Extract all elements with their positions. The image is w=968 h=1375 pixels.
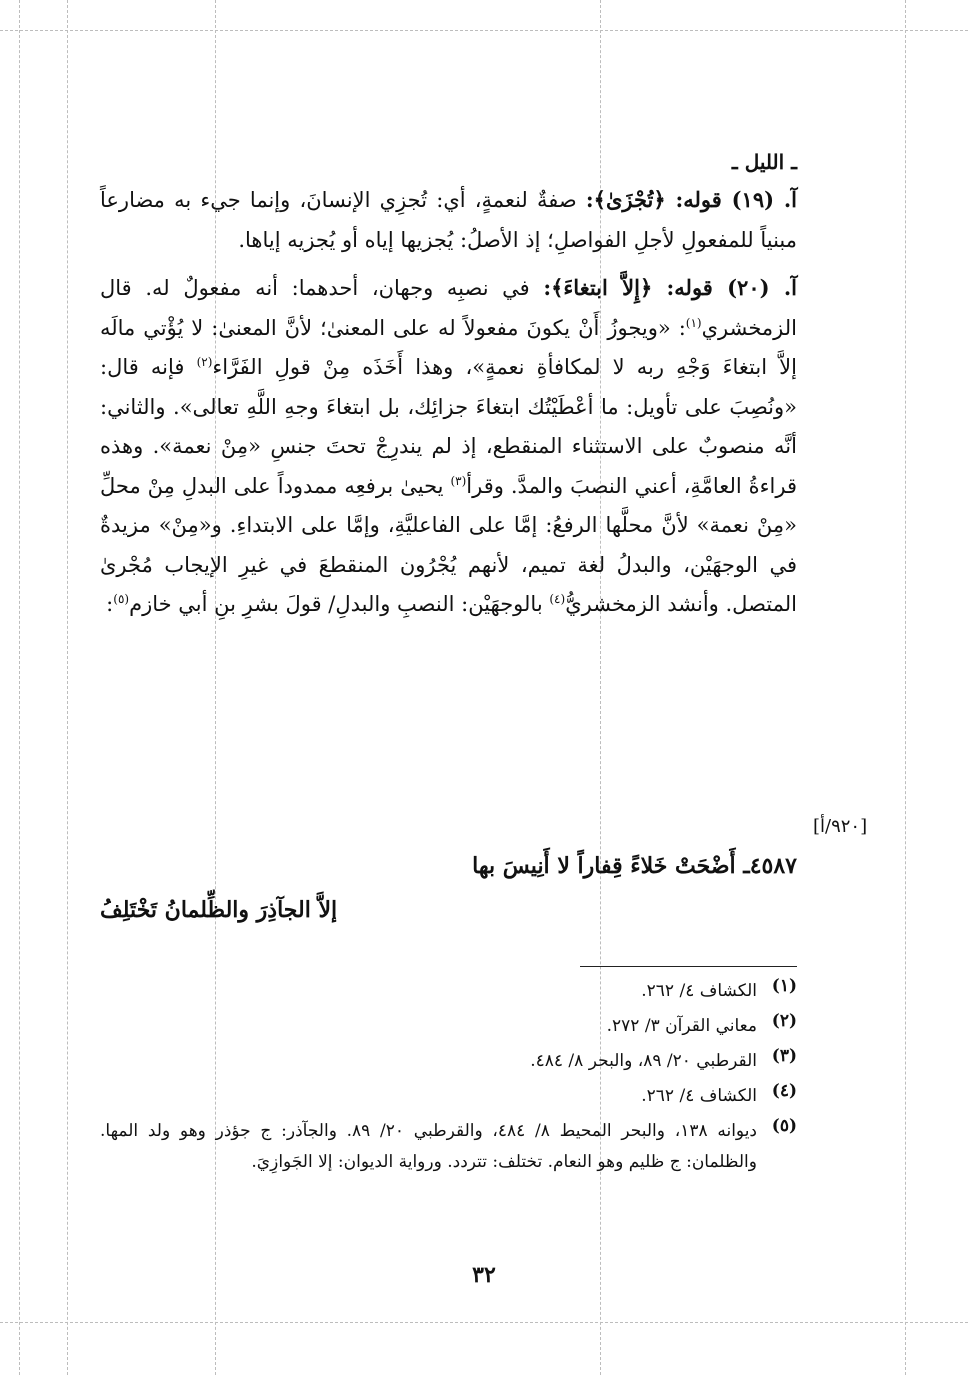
verse-text: أَضْحَتْ خَلاءً قِفاراً لا أَنِيسَ بها (472, 853, 736, 879)
footnote-text: الكشاف ٤/ ٢٦٢. (641, 981, 757, 1001)
commentary-paragraph (100, 180, 797, 260)
commentary-paragraph (100, 268, 797, 625)
guide-line (0, 1322, 968, 1323)
paragraph-text: فإنه قال: «ونُصِبَ على تأويل: ما أعْطَيْتُك ابتغاءَ جزائِك، بل ابتغاءَ وجهِ اللَّهِ تعالى». والثاني: أنَّه منصوبٌ على الاستثناء المنقطع، إذ لم يندرِجْ تحتَ جنسِ «مِنْ نعمة». وهذه قراءةُ العامَّةِ، أعني النصبَ والمدَّ. وقرأ (100, 355, 797, 498)
guide-line (67, 0, 68, 1375)
guide-line (19, 0, 20, 1375)
paragraph-text: بالوجهَيْن: النصبِ والبدلِ/ قولَ بشرِ بنِ أبي خازم (129, 592, 550, 616)
paragraph-text: : «ويجوزُ أَنْ يكونَ مفعولاً له على المعنىٰ؛ لأنَّ المعنىٰ: لا يُؤْتي مالَه إلاَّ ابتغاءَ وَجْهِ ربه لا لمكافأةِ نعمةٍ»، وهذا أَخَذَه مِنْ قولِ الفَرَّاء (100, 315, 797, 379)
footnote (100, 1046, 797, 1077)
footnote (100, 976, 797, 1007)
verse-text: إلاَّ الجآذِرَ والظِّلمانُ تَخْتَلِفُ (100, 897, 338, 923)
footnote-number: (٢) (771, 1011, 797, 1031)
guide-line (905, 0, 906, 1375)
paragraph-text: صفةٌ لنعمةٍ، أي: تُجزِي الإنسانَ، وإنما جيء به مضارعاً مبنياً للمفعولِ لأجلِ الفواصلِ؛ إذ الأصلُ: يُجزيها إياه أو يُجزيه إياها. (100, 188, 797, 252)
footnote-ref: (٥) (113, 592, 130, 606)
verse-reference: آ. (٢٠) قوله: ﴿إِلاَّ ابتغاءَ﴾: (543, 275, 797, 300)
footnote-ref: (٤) (549, 592, 566, 606)
footnote-ref: (٣) (450, 473, 467, 488)
footnote-text: القرطبي ٢٠/ ٨٩، والبحر ٨/ ٤٨٤. (530, 1051, 757, 1071)
footnote-text: ديوانه ١٣٨، والبحر المحيط ٨/ ٤٨٤، والقرطبي ٢٠/ ٨٩. والجآذر: ج جؤذر وهو ولد المها. والظلمان: ج ظليم وهو النعام. تختلف: تتردد. ورواية الديوان: إلا الجَوازِيَ. (100, 1121, 757, 1172)
guide-line (0, 30, 968, 31)
poetry-line-2 (100, 897, 797, 923)
verse-reference: آ. (١٩) قوله: ﴿تُجْزَىٰ﴾: (585, 187, 798, 212)
footnote-separator (580, 966, 797, 967)
footnotes (100, 976, 797, 1182)
footnote-ref: (٢) (196, 355, 213, 369)
footnote (100, 1011, 797, 1042)
running-title: ـ الليل ـ (731, 150, 797, 174)
footnote (100, 1081, 797, 1112)
footnote (100, 1116, 797, 1178)
page-body (100, 150, 797, 633)
footnote-text: الكشاف ٤/ ٢٦٢. (641, 1086, 757, 1106)
paragraph-text: : (106, 592, 114, 616)
verse-number: ٤٥٨٧ـ (743, 853, 797, 879)
footnote-number: (١) (771, 976, 797, 996)
footnote-number: (٥) (771, 1116, 797, 1136)
footnote-text: معاني القرآن ٣/ ٢٧٢. (606, 1016, 757, 1036)
paragraph-text: في نصبِه وجهان، أحدهما: أنه مفعولٌ له. قال الزمخشري (100, 276, 797, 340)
paragraph-text: يحيىٰ برفعِه ممدوداً على البدلِ مِنْ محلِّ «مِنْ نعمة» لأنَّ محلَّها الرفعُ: إمَّا على الفاعليَّةِ، وإمَّا على الابتداءِ. و«مِنْ» مزيدةٌ في الوجهَيْن، والبدلُ لغة تميم، لأنهم يُجْرُون المنقطعَ في غيرِ الإيجاب مُجْرىٰ المتصل. وأنشد الزمخشريُّ (100, 473, 797, 616)
footnote-number: (٤) (771, 1081, 797, 1101)
footnote-number: (٣) (771, 1046, 797, 1066)
footnote-ref: (١) (685, 315, 702, 330)
page-number: ٣٢ (472, 1262, 496, 1288)
poetry-line-1 (100, 853, 797, 879)
folio-marker: [٩٢٠/أ] (813, 816, 868, 837)
